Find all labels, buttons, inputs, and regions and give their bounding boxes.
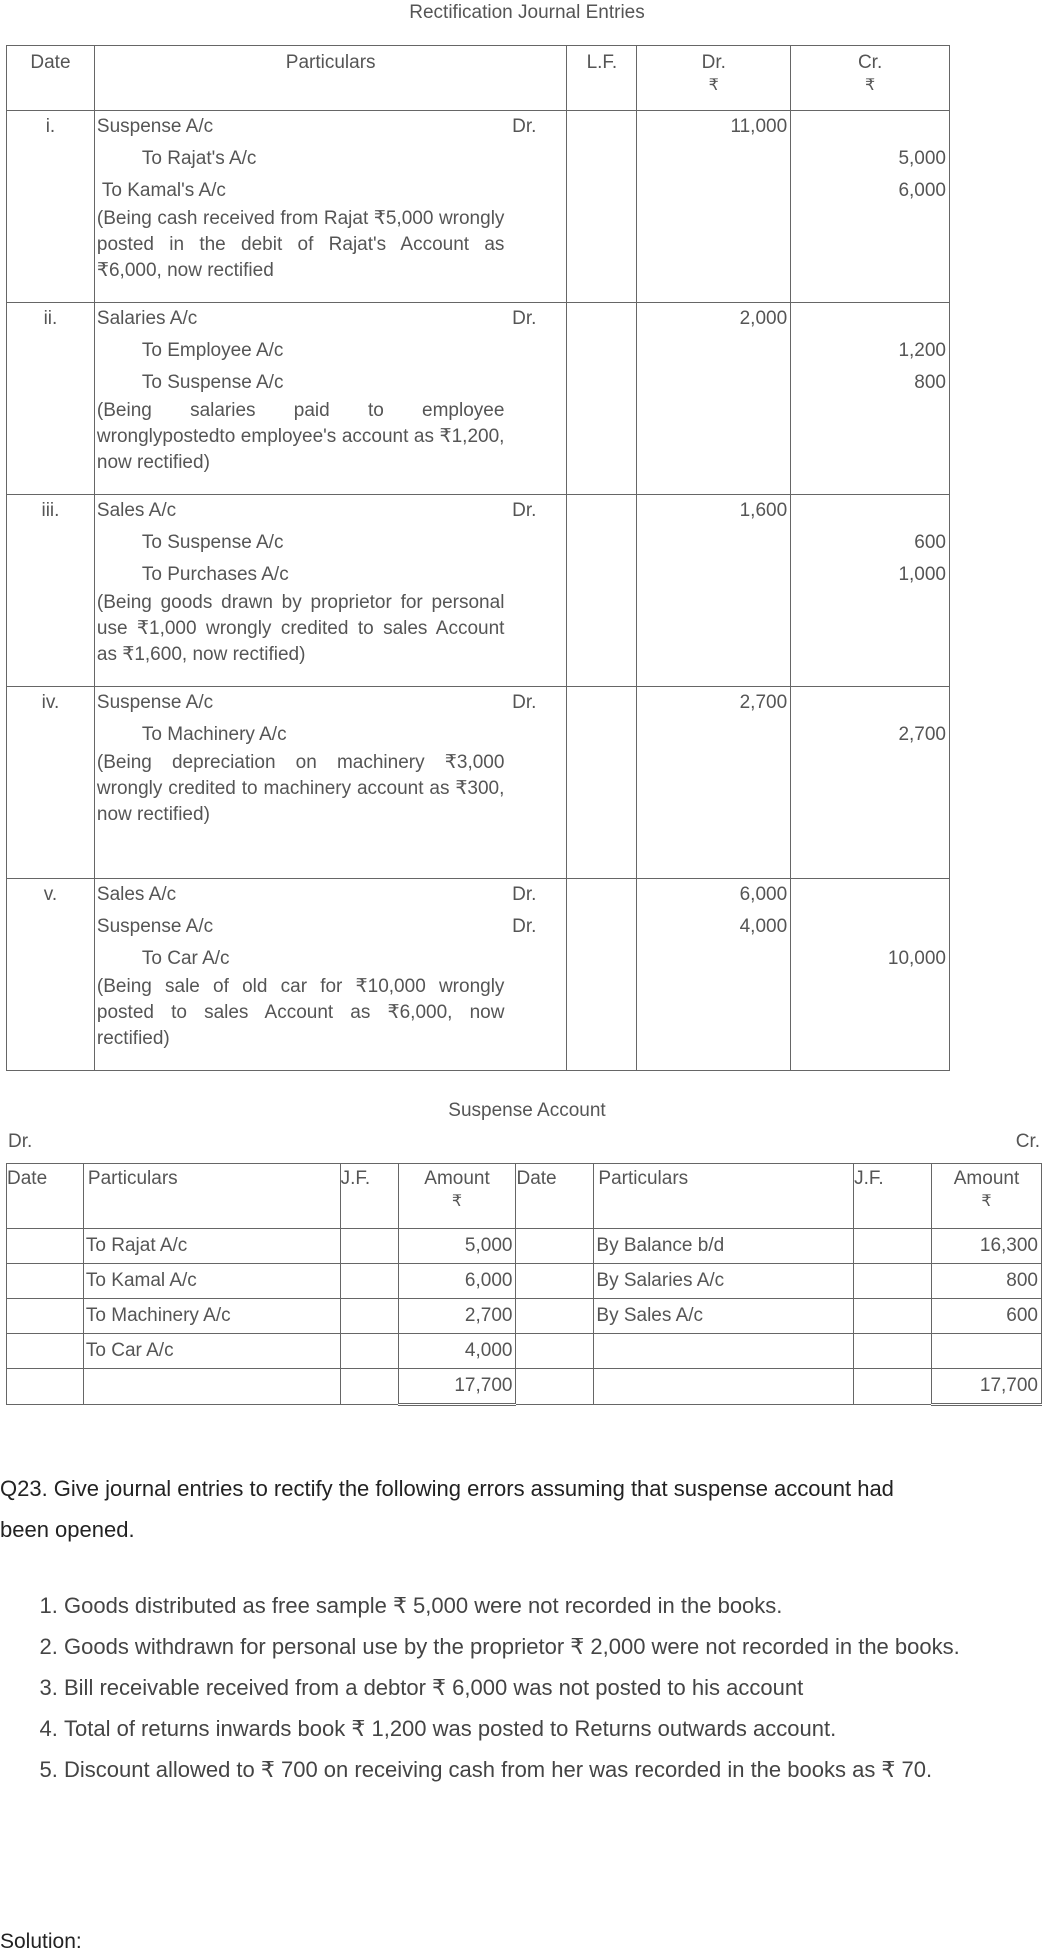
journal-narration: (Being sale of old car for ₹10,000 wrongly posted to sales Account as ₹6,000, now rectified)	[96, 976, 505, 1049]
journal-header-particulars: Particulars	[94, 46, 567, 111]
journal-line-account: Sales A/c	[96, 884, 177, 905]
suspense-date-dr	[7, 1229, 84, 1264]
question-line-2: been opened.	[0, 1517, 135, 1542]
journal-narration: (Being cash received from Rajat ₹5,000 wrongly posted in the debit of Rajat's Account as ₹6,000, now rectified	[96, 208, 505, 281]
journal-line-cr-amount: 6,000	[898, 180, 946, 201]
journal-line	[95, 367, 567, 399]
journal-line-dr-amount: 11,000	[730, 116, 788, 137]
journal-line	[95, 143, 567, 175]
journal-entry-row	[7, 303, 950, 495]
suspense-particulars-dr: To Rajat A/c	[83, 1229, 340, 1264]
journal-line-dr-amount	[637, 143, 790, 175]
journal-entry-dr	[637, 495, 791, 687]
journal-entry-cr	[791, 687, 950, 879]
journal-line	[95, 111, 567, 143]
suspense-jf-dr	[340, 1264, 398, 1299]
suspense-date-cr	[516, 1229, 594, 1264]
suspense-amount-dr: 4,000	[398, 1334, 516, 1369]
journal-line-account: To Suspense A/c	[141, 532, 284, 553]
journal-line-dr-amount	[637, 943, 790, 975]
errors-list	[24, 1585, 1054, 1790]
suspense-total-date-dr	[7, 1369, 84, 1405]
journal-line-cr-amount: 10,000	[887, 948, 946, 969]
error-item: 4. Total of returns inwards book ₹ 1,200 was posted to Returns outwards account.	[64, 1708, 1054, 1749]
journal-line	[95, 911, 567, 943]
suspense-date-cr	[516, 1264, 594, 1299]
suspense-jf-cr	[854, 1229, 932, 1264]
journal-line-dr-mark: Dr.	[512, 916, 537, 937]
journal-line-dr-amount: 1,600	[739, 500, 788, 521]
journal-line-account: To Employee A/c	[141, 340, 284, 361]
journal-entry-particulars	[94, 495, 567, 687]
suspense-amount-dr: 6,000	[398, 1264, 516, 1299]
journal-line-dr-mark: Dr.	[512, 884, 537, 905]
suspense-row	[7, 1264, 1042, 1299]
suspense-amount-cr: 16,300	[932, 1229, 1042, 1264]
journal-line-account: Salaries A/c	[96, 308, 198, 329]
journal-entry-date: iv.	[7, 687, 95, 879]
suspense-total-dr: 17,700	[398, 1369, 516, 1405]
journal-line-cr-amount	[791, 111, 949, 143]
error-item: 1. Goods distributed as free sample ₹ 5,000 were not recorded in the books.	[64, 1585, 1054, 1626]
suspense-amount-dr: 2,700	[398, 1299, 516, 1334]
suspense-total-jf-cr	[854, 1369, 932, 1405]
journal-narration: (Being depreciation on machinery ₹3,000 wrongly credited to machinery account as ₹300, now rectified)	[96, 752, 505, 825]
journal-line-account: Suspense A/c	[96, 116, 214, 137]
journal-line-cr-amount	[791, 303, 949, 335]
suspense-particulars-dr: To Car A/c	[83, 1334, 340, 1369]
journal-entry-date: v.	[7, 879, 95, 1071]
journal-line	[95, 943, 567, 975]
journal-line	[95, 175, 567, 207]
journal-line	[95, 719, 567, 751]
suspense-jf-cr	[854, 1264, 932, 1299]
suspense-amount-dr: 5,000	[398, 1229, 516, 1264]
journal-line-dr-amount: 4,000	[739, 916, 788, 937]
journal-table	[6, 45, 950, 1071]
suspense-row	[7, 1229, 1042, 1264]
suspense-particulars-dr: To Machinery A/c	[83, 1299, 340, 1334]
journal-entry-particulars	[94, 687, 567, 879]
journal-entry-dr	[637, 687, 791, 879]
suspense-date-dr	[7, 1264, 84, 1299]
error-item: 5. Discount allowed to ₹ 700 on receiving cash from her was recorded in the books as ₹ 70.	[64, 1749, 1054, 1790]
journal-line-cr-amount	[791, 879, 949, 911]
suspense-date-dr	[7, 1334, 84, 1369]
suspense-cr-label: Cr.	[1015, 1131, 1040, 1152]
journal-line-cr-amount: 600	[914, 532, 946, 553]
journal-line-dr-amount	[637, 367, 790, 399]
journal-entry-cr	[791, 879, 950, 1071]
journal-line-dr-amount	[637, 335, 790, 367]
suspense-table	[6, 1163, 1042, 1406]
suspense-total-row	[7, 1369, 1042, 1405]
journal-entry-row	[7, 687, 950, 879]
suspense-amount-cr	[932, 1334, 1042, 1369]
journal-line-dr-amount: 6,000	[739, 884, 788, 905]
journal-line-dr-amount	[637, 559, 790, 591]
suspense-title: Suspense Account	[448, 1100, 606, 1121]
suspense-total-particulars-cr	[594, 1369, 854, 1405]
suspense-jf-dr	[340, 1334, 398, 1369]
journal-line-cr-amount: 1,200	[898, 340, 946, 361]
journal-line-cr-amount: 5,000	[898, 148, 946, 169]
suspense-header-amount-dr: Amount ₹	[398, 1164, 516, 1229]
journal-line-cr-amount: 1,000	[898, 564, 946, 585]
journal-header-dr: Dr. ₹	[637, 46, 791, 111]
suspense-particulars-cr	[594, 1334, 854, 1369]
suspense-jf-dr	[340, 1299, 398, 1334]
journal-entry-lf	[567, 303, 637, 495]
journal-entry-cr	[791, 495, 950, 687]
journal-line-cr-amount: 2,700	[898, 724, 946, 745]
journal-entry-cr	[791, 111, 950, 303]
journal-entry-date: iii.	[7, 495, 95, 687]
suspense-particulars-cr: By Sales A/c	[594, 1299, 854, 1334]
journal-line-account: Suspense A/c	[96, 916, 214, 937]
suspense-particulars-cr: By Balance b/d	[594, 1229, 854, 1264]
journal-line	[95, 687, 567, 719]
journal-line-dr-amount	[637, 175, 790, 207]
journal-line-account: To Car A/c	[141, 948, 230, 969]
suspense-total-particulars-dr	[83, 1369, 340, 1405]
suspense-header-jf-dr: J.F.	[340, 1164, 398, 1229]
journal-line-account: To Suspense A/c	[141, 372, 284, 393]
journal-entry-row	[7, 879, 950, 1071]
journal-entry-dr	[637, 111, 791, 303]
suspense-row	[7, 1299, 1042, 1334]
journal-line-account: To Machinery A/c	[141, 724, 287, 745]
journal-line-dr-amount	[637, 719, 790, 751]
suspense-amount-cr: 800	[932, 1264, 1042, 1299]
journal-line	[95, 495, 567, 527]
journal-header-row	[7, 46, 950, 111]
journal-entry-lf	[567, 687, 637, 879]
suspense-header-jf-cr: J.F.	[854, 1164, 932, 1229]
journal-line-dr-amount: 2,700	[739, 692, 788, 713]
suspense-jf-dr	[340, 1229, 398, 1264]
journal-line-account: Sales A/c	[96, 500, 177, 521]
suspense-jf-cr	[854, 1299, 932, 1334]
suspense-header-particulars-cr: Particulars	[594, 1164, 854, 1229]
error-item: 2. Goods withdrawn for personal use by the proprietor ₹ 2,000 were not recorded in the books.	[64, 1626, 1054, 1667]
solution-label: Solution:	[0, 1930, 82, 1953]
journal-entry-date: i.	[7, 111, 95, 303]
journal-line	[95, 335, 567, 367]
journal-line-account: To Purchases A/c	[141, 564, 289, 585]
journal-line-dr-mark: Dr.	[512, 116, 537, 137]
journal-title: Rectification Journal Entries	[409, 2, 645, 23]
journal-line-dr-mark: Dr.	[512, 308, 537, 329]
journal-entry-dr	[637, 303, 791, 495]
journal-header-lf: L.F.	[567, 46, 637, 111]
suspense-header-particulars-dr: Particulars	[83, 1164, 340, 1229]
question-text	[0, 1468, 1054, 1550]
journal-line	[95, 559, 567, 591]
journal-header-date: Date	[7, 46, 95, 111]
journal-entry-cr	[791, 303, 950, 495]
journal-line-dr-mark: Dr.	[512, 692, 537, 713]
journal-entry-date: ii.	[7, 303, 95, 495]
journal-line-dr-mark: Dr.	[512, 500, 537, 521]
journal-line-cr-amount: 800	[914, 372, 946, 393]
suspense-header-date-dr: Date	[7, 1164, 84, 1229]
journal-entry-particulars	[94, 303, 567, 495]
journal-line-dr-amount: 2,000	[739, 308, 788, 329]
suspense-total-jf-dr	[340, 1369, 398, 1405]
suspense-header-date-cr: Date	[516, 1164, 594, 1229]
suspense-total-cr: 17,700	[932, 1369, 1042, 1405]
suspense-header-amount-cr: Amount ₹	[932, 1164, 1042, 1229]
journal-line-cr-amount	[791, 911, 949, 943]
suspense-row	[7, 1334, 1042, 1369]
journal-line	[95, 527, 567, 559]
journal-entry-lf	[567, 495, 637, 687]
error-item: 3. Bill receivable received from a debtor ₹ 6,000 was not posted to his account	[64, 1667, 1054, 1708]
suspense-dr-label: Dr.	[8, 1131, 33, 1152]
journal-line-account: To Rajat's A/c	[141, 148, 257, 169]
journal-line-cr-amount	[791, 687, 949, 719]
journal-narration: (Being goods drawn by proprietor for personal use ₹1,000 wrongly credited to sales Account as ₹1,600, now rectified)	[96, 592, 505, 665]
suspense-particulars-cr: By Salaries A/c	[594, 1264, 854, 1299]
suspense-date-dr	[7, 1299, 84, 1334]
suspense-particulars-dr: To Kamal A/c	[83, 1264, 340, 1299]
journal-entry-lf	[567, 111, 637, 303]
journal-line	[95, 303, 567, 335]
suspense-total-date-cr	[516, 1369, 594, 1405]
journal-entry-row	[7, 495, 950, 687]
suspense-date-cr	[516, 1299, 594, 1334]
question-line-1: Q23. Give journal entries to rectify the following errors assuming that suspense account had	[0, 1476, 894, 1501]
journal-narration: (Being salaries paid to employee wronglypostedto employee's account as ₹1,200, now rectified)	[96, 400, 505, 473]
suspense-date-cr	[516, 1334, 594, 1369]
journal-line-cr-amount	[791, 495, 949, 527]
journal-entry-lf	[567, 879, 637, 1071]
suspense-header-row	[7, 1164, 1042, 1229]
journal-header-cr: Cr. ₹	[791, 46, 950, 111]
journal-line-dr-amount	[637, 527, 790, 559]
journal-entry-particulars	[94, 111, 567, 303]
journal-entry-row	[7, 111, 950, 303]
journal-entry-particulars	[94, 879, 567, 1071]
journal-line-account: To Kamal's A/c	[101, 180, 226, 201]
journal-entry-dr	[637, 879, 791, 1071]
suspense-jf-cr	[854, 1334, 932, 1369]
journal-line-account: Suspense A/c	[96, 692, 214, 713]
suspense-amount-cr: 600	[932, 1299, 1042, 1334]
journal-line	[95, 879, 567, 911]
